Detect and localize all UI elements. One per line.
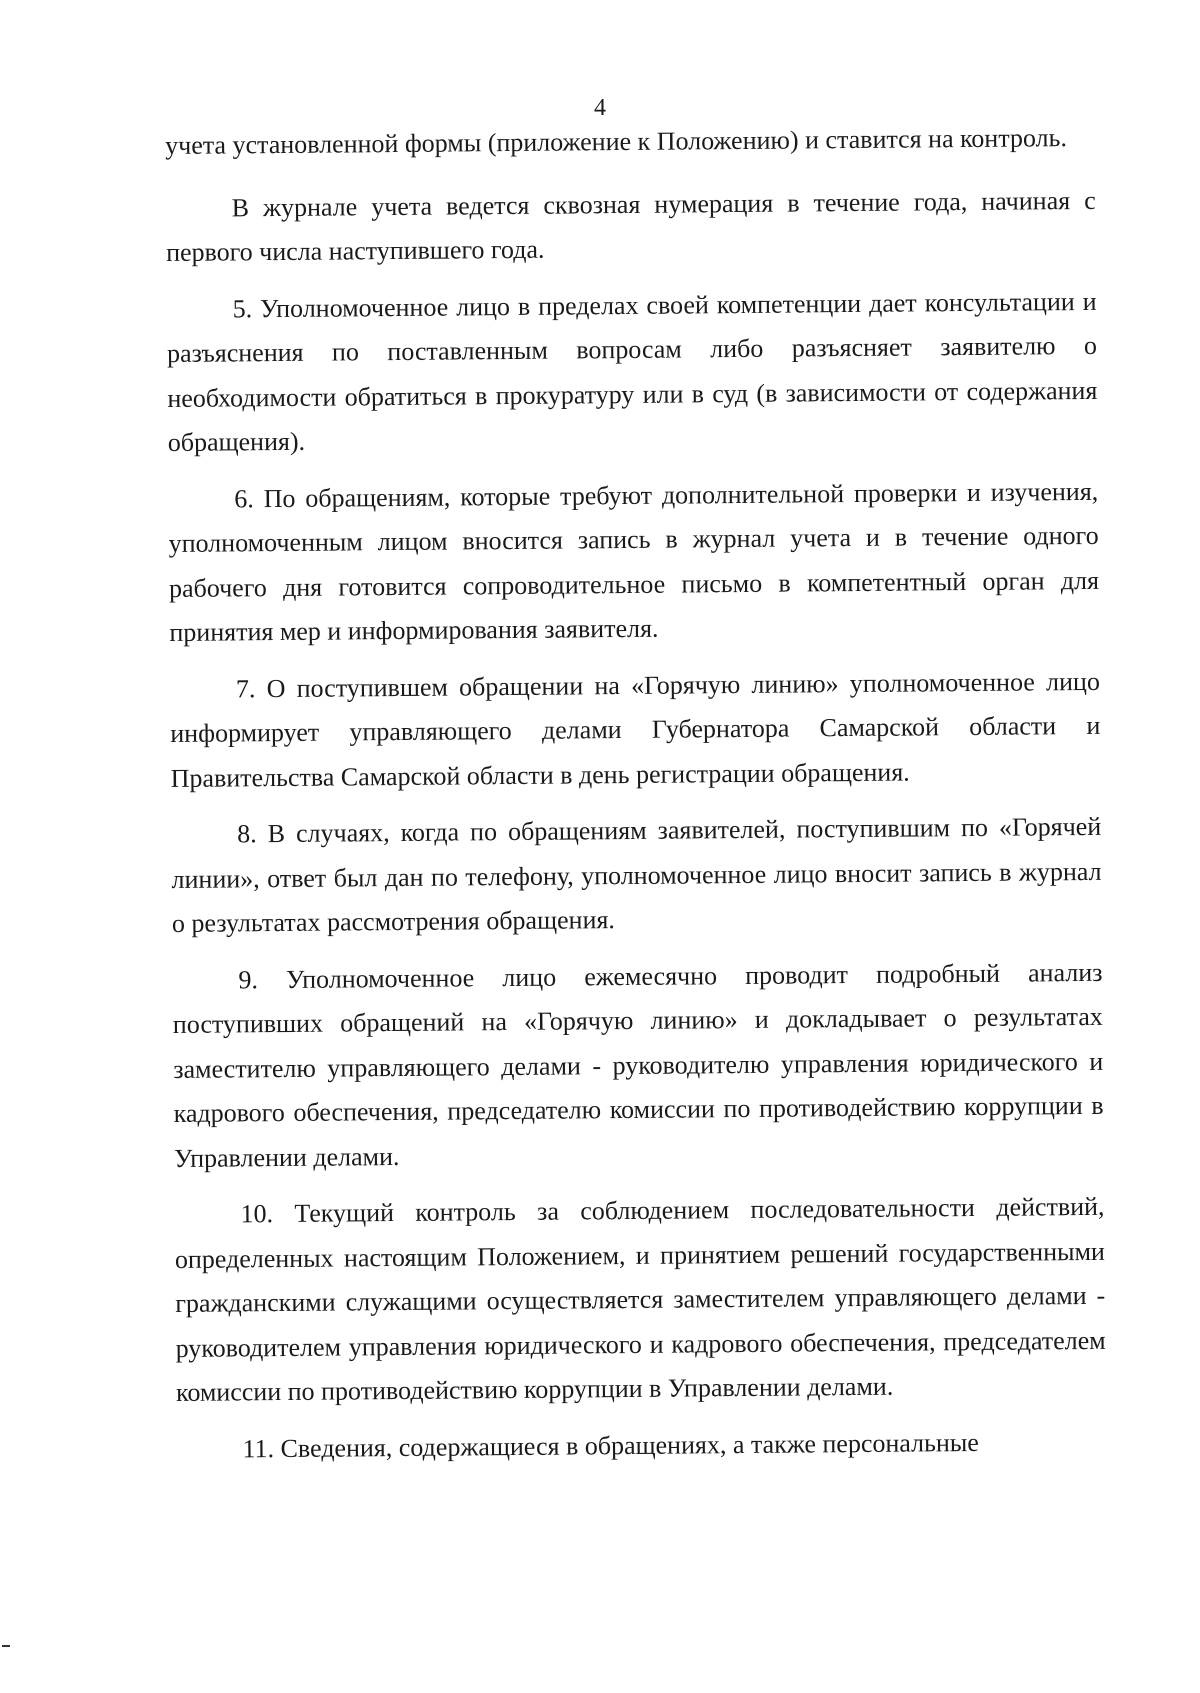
paragraph-item-5: 5. Уполномоченное лицо в пределах своей компетенции дает консультации и разъяснения по поставленным вопросам либо разъясняет заявителю о необходимости обратиться в прокуратуру или в суд (в зависимости от содержания обращения).: [166, 286, 1098, 457]
page-number: 4: [594, 95, 606, 121]
paragraph-continuation: учета установленной формы (приложение к Положению) и ставится на контроль.: [165, 123, 1068, 160]
paragraph-item-7: 7. О поступившем обращении на «Горячую линию» уполномоченное лицо информирует управляющего делами Губернатора Самарской области и Правительства Самарской области в день регистрации обращения.: [170, 666, 1101, 793]
paragraph-item-8: 8. В случаях, когда по обращениям заявителей, поступившим по «Горячей линии», ответ был дан по телефону, уполномоченное лицо вносит запись в журнал о результатах рассмотрения обращения.: [171, 811, 1102, 938]
paragraph-item-9: 9. Уполномоченное лицо ежемесячно проводит подробный анализ поступивших обращений на «Горячую линию» и докладывает о результатах заместителю управляющего делами - руководителю управления юридического и кадрового обеспечения, председателю комиссии по противодействию коррупции в Управлении делами.: [172, 957, 1104, 1173]
paragraph-journal-numbering: В журнале учета ведется сквозная нумерация в течение года, начиная с первого числа наступившего года.: [165, 185, 1096, 267]
paragraph-item-11: 11. Сведения, содержащиеся в обращениях, а также персональные: [242, 1427, 979, 1463]
paragraph-item-10: 10. Текущий контроль за соблюдением последовательности действий, определенных настоящим Положением, и принятием решений государственными гражданскими служащими осуществляется заместителем управляющего делами - руководителем управления юридического и кадрового обеспечения, председателем комиссии по противодействию коррупции в Управлении делами.: [174, 1191, 1106, 1407]
paragraph-item-6: 6. По обращениям, которые требуют дополнительной проверки и изучения, уполномоченным лицом вносится запись в журнал учета и в течение одного рабочего дня готовится сопроводительное письмо в компетентный орган для принятия мер и информирования заявителя.: [168, 476, 1100, 647]
scan-edge-mark: [2, 1645, 10, 1647]
document-body: [165, 116, 1107, 1472]
